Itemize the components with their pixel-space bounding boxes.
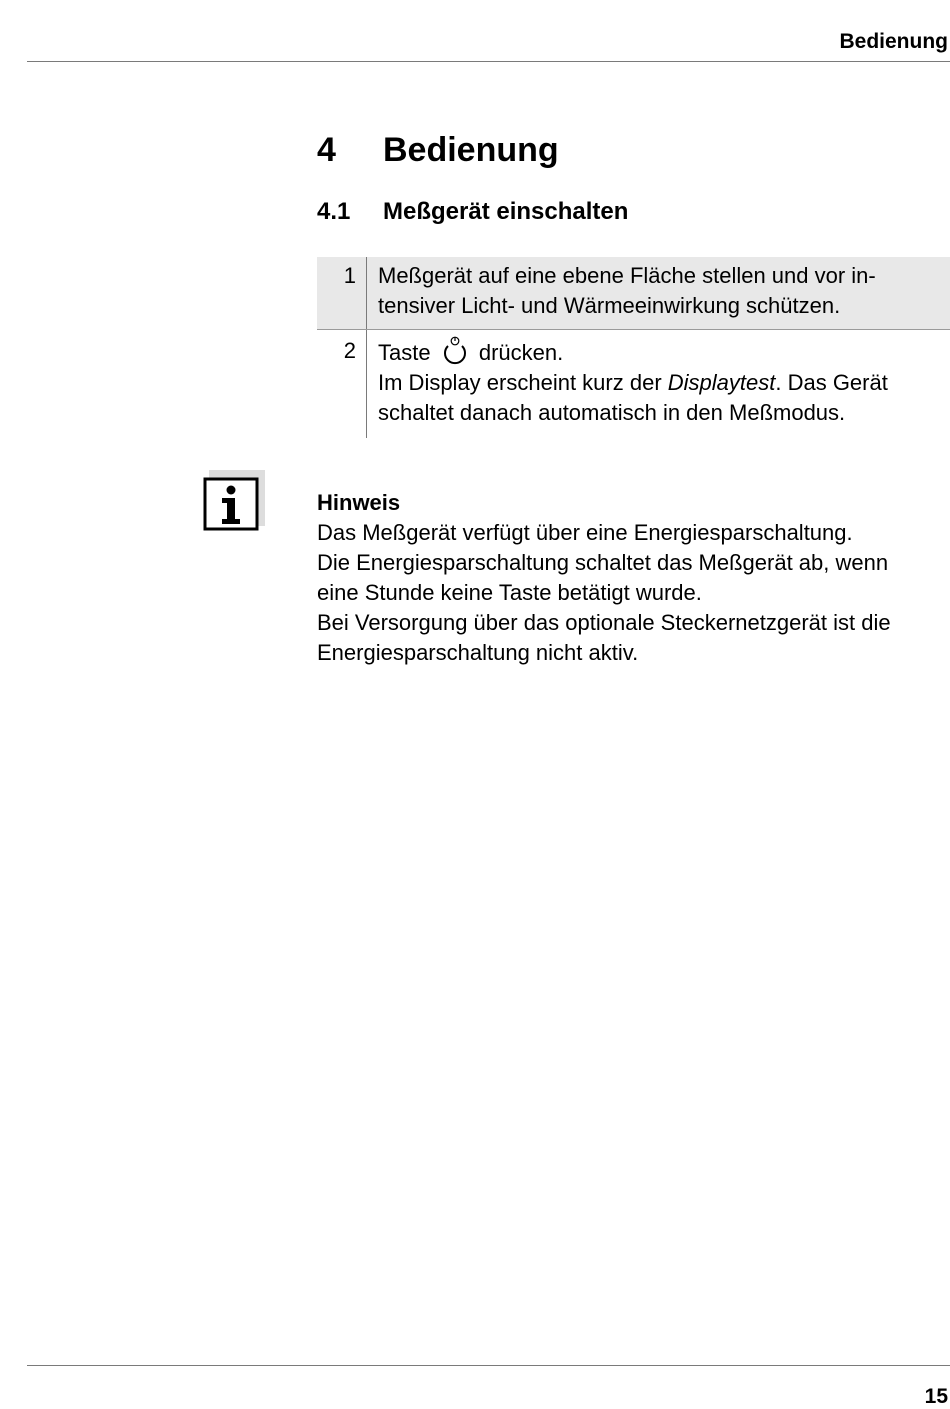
- chapter-number: 4: [317, 131, 336, 169]
- note-title: Hinweis: [317, 490, 401, 515]
- section-number: 4.1: [317, 198, 351, 225]
- footer-divider: [27, 1365, 950, 1366]
- note-line: eine Stunde keine Taste betätigt wurde.: [317, 580, 702, 605]
- step-table: [317, 257, 950, 438]
- step-text-segment: Taste: [378, 340, 431, 365]
- emphasis-displaytest: Displaytest: [667, 370, 776, 395]
- section-title: Meßgerät einschalten: [383, 198, 629, 225]
- step-text-segment: Im Display erscheint kurz der: [378, 370, 668, 395]
- info-icon: [203, 470, 265, 532]
- step-text-line: schaltet danach automatisch in den Meßmodus.: [378, 400, 846, 425]
- step-row: [317, 330, 950, 438]
- power-icon: [439, 336, 471, 366]
- chapter-title: Bedienung: [383, 131, 559, 169]
- running-header: Bedienung: [839, 30, 948, 53]
- header-divider: [27, 61, 950, 62]
- step-text: [367, 257, 950, 329]
- step-text-line: tensiver Licht- und Wärmeeinwirkung schützen.: [378, 293, 841, 318]
- note-line: Das Meßgerät verfügt über eine Energiesparschaltung.: [317, 520, 853, 545]
- note-line: Energiesparschaltung nicht aktiv.: [317, 640, 639, 665]
- step-text-segment: . Das Gerät: [775, 370, 888, 395]
- step-text-line: Meßgerät auf eine ebene Fläche stellen und vor in-: [378, 263, 876, 288]
- step-text-segment: drücken.: [478, 340, 564, 365]
- step-number: 2: [317, 330, 367, 438]
- step-number: 1: [317, 257, 367, 329]
- step-text-line: [378, 368, 950, 398]
- note-line: Bei Versorgung über das optionale Steckernetzgerät ist die: [317, 610, 891, 635]
- step-text: [367, 330, 950, 438]
- step-row: [317, 257, 950, 330]
- note-line: Die Energiesparschaltung schaltet das Meßgerät ab, wenn: [317, 550, 889, 575]
- note-block: [317, 488, 950, 668]
- page-number: 15: [924, 1385, 948, 1408]
- step-text-line: [378, 336, 950, 368]
